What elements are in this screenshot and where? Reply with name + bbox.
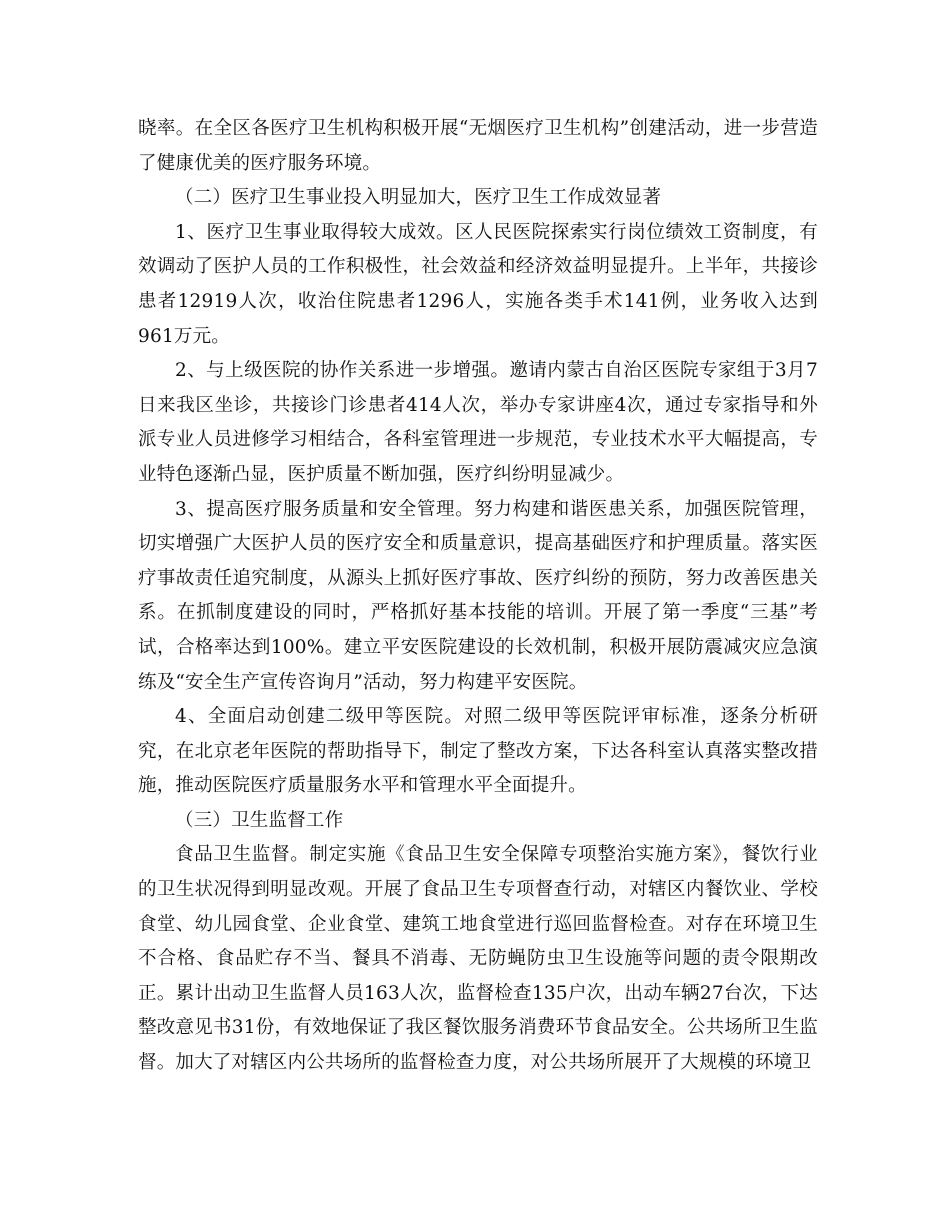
document-body (138, 112, 818, 1081)
paragraph-supervision: 食品卫生监督。制定实施《食品卫生安全保障专项整治实施方案》，餐饮行业的卫生状况得到明显改观。开展了食品卫生专项督查行动，对辖区内餐饮业、学校食堂、幼儿园食堂、企业食堂、建筑工地食堂进行巡回监督检查。对存在环境卫生不合格、食品贮存不当、餐具不消毒、无防蝇防虫卫生设施等问题的责令限期改正。累计出动卫生监督人员163人次，监督检查135户次，出动车辆27台次，下达整改意见书31份，有效地保证了我区餐饮服务消费环节食品安全。公共场所卫生监督。加大了对辖区内公共场所的监督检查力度，对公共场所展开了大规模的环境卫 (138, 844, 818, 1074)
section-heading-3: （三）卫生监督工作 (175, 809, 344, 831)
paragraph-continuation: 晓率。在全区各医疗卫生机构积极开展“无烟医疗卫生机构”创建活动，进一步营造了健康优美的医疗服务环境。 (138, 118, 818, 174)
paragraph-item-1: 1、医疗卫生事业取得较大成效。区人民医院探索实行岗位绩效工资制度，有效调动了医护人员的工作积极性，社会效益和经济效益明显提升。上半年，共接诊患者12919人次，收治住院患者1296人，实施各类手术141例，业务收入达到961万元。 (138, 221, 818, 347)
section-heading-2: （二）医疗卫生事业投入明显加大，医疗卫生工作成效显著 (175, 187, 662, 209)
paragraph-item-2: 2、与上级医院的协作关系进一步增强。邀请内蒙古自治区医院专家组于3月7日来我区坐诊，共接诊门诊患者414人次，举办专家讲座4次，通过专家指导和外派专业人员进修学习相结合，各科室管理进一步规范，专业技术水平大幅提高，专业特色逐渐凸显，医护质量不断加强，医疗纠纷明显减少。 (138, 360, 818, 485)
paragraph-item-4: 4、全面启动创建二级甲等医院。对照二级甲等医院评审标准，逐条分析研究，在北京老年医院的帮助指导下，制定了整改方案，下达各科室认真落实整改措施，推动医院医疗质量服务水平和管理水平全面提升。 (138, 706, 818, 797)
paragraph-item-3: 3、提高医疗服务质量和安全管理。努力构建和谐医患关系，加强医院管理，切实增强广大医护人员的医疗安全和质量意识，提高基础医疗和护理质量。落实医疗事故责任追究制度，从源头上抓好医疗事故、医疗纠纷的预防，努力改善医患关系。在抓制度建设的同时，严格抓好基本技能的培训。开展了第一季度“三基”考试，合格率达到100%。建立平安医院建设的长效机制，积极开展防震减灾应急演练及“安全生产宣传咨询月”活动，努力构建平安医院。 (138, 498, 818, 693)
